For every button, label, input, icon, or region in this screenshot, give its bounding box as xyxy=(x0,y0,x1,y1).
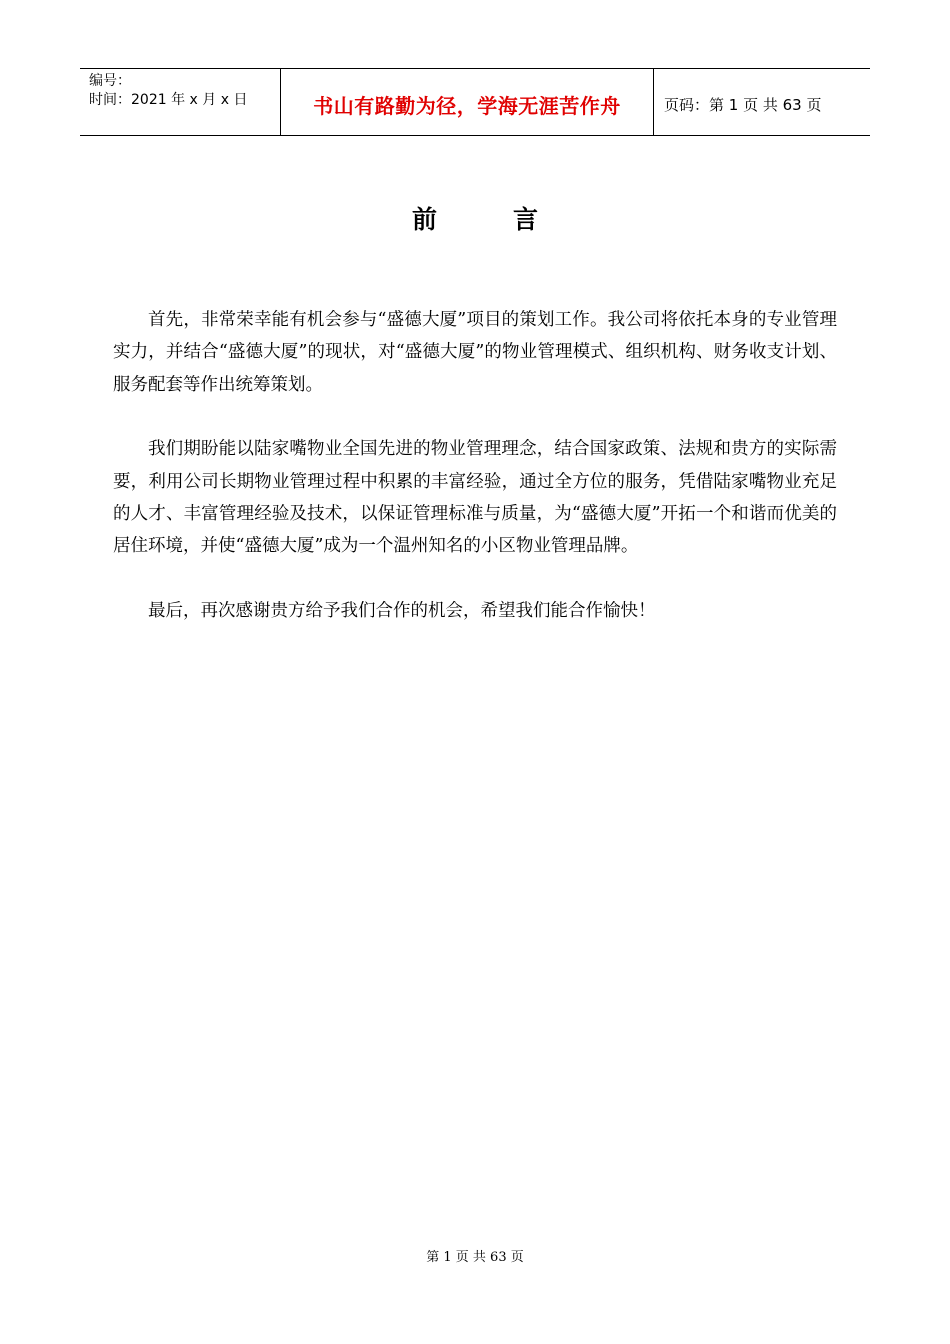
title-char-1: 前 xyxy=(411,205,437,234)
paragraph-2: 我们期盼能以陆家嘴物业全国先进的物业管理理念，结合国家政策、法规和贵方的实际需要，利用公司长期物业管理过程中积累的丰富经验，通过全方位的服务，凭借陆家嘴物业充足的人才、丰富管理经验及技术，以保证管理标准与质量，为“盛德大厦”开拓一个和谐而优美的居住环境，并使“盛德大厦”成为一个温州知名的小区物业管理品牌。 xyxy=(113,439,837,557)
header-motto: 书山有路勤为径，学海无涯苦作舟 xyxy=(313,93,621,118)
paragraph-3: 最后，再次感谢贵方给予我们合作的机会，希望我们能合作愉快！ xyxy=(148,600,656,621)
header-meta-cell xyxy=(80,69,281,135)
footer-page-number: 第 1 页 共 63 页 xyxy=(426,1250,524,1265)
paragraph-1: 首先，非常荣幸能有机会参与“盛德大厦”项目的策划工作。我公司将依托本身的专业管理实力，并结合“盛德大厦”的现状，对“盛德大厦”的物业管理模式、组织机构、财务收支计划、服务配套等作出统筹策划。 xyxy=(113,310,837,395)
header-motto-cell xyxy=(281,69,654,135)
document-date-label: 时间：2021 年 x 月 x 日 xyxy=(89,92,248,108)
header-page-label: 页码：第 1 页 共 63 页 xyxy=(664,95,822,114)
header-page-cell xyxy=(654,69,870,135)
page-title xyxy=(0,200,950,236)
title-char-2: 言 xyxy=(513,205,539,234)
preface-body xyxy=(113,304,837,659)
document-number-label: 编号： xyxy=(89,73,131,89)
page-footer xyxy=(0,1246,950,1265)
document-header xyxy=(80,68,870,136)
